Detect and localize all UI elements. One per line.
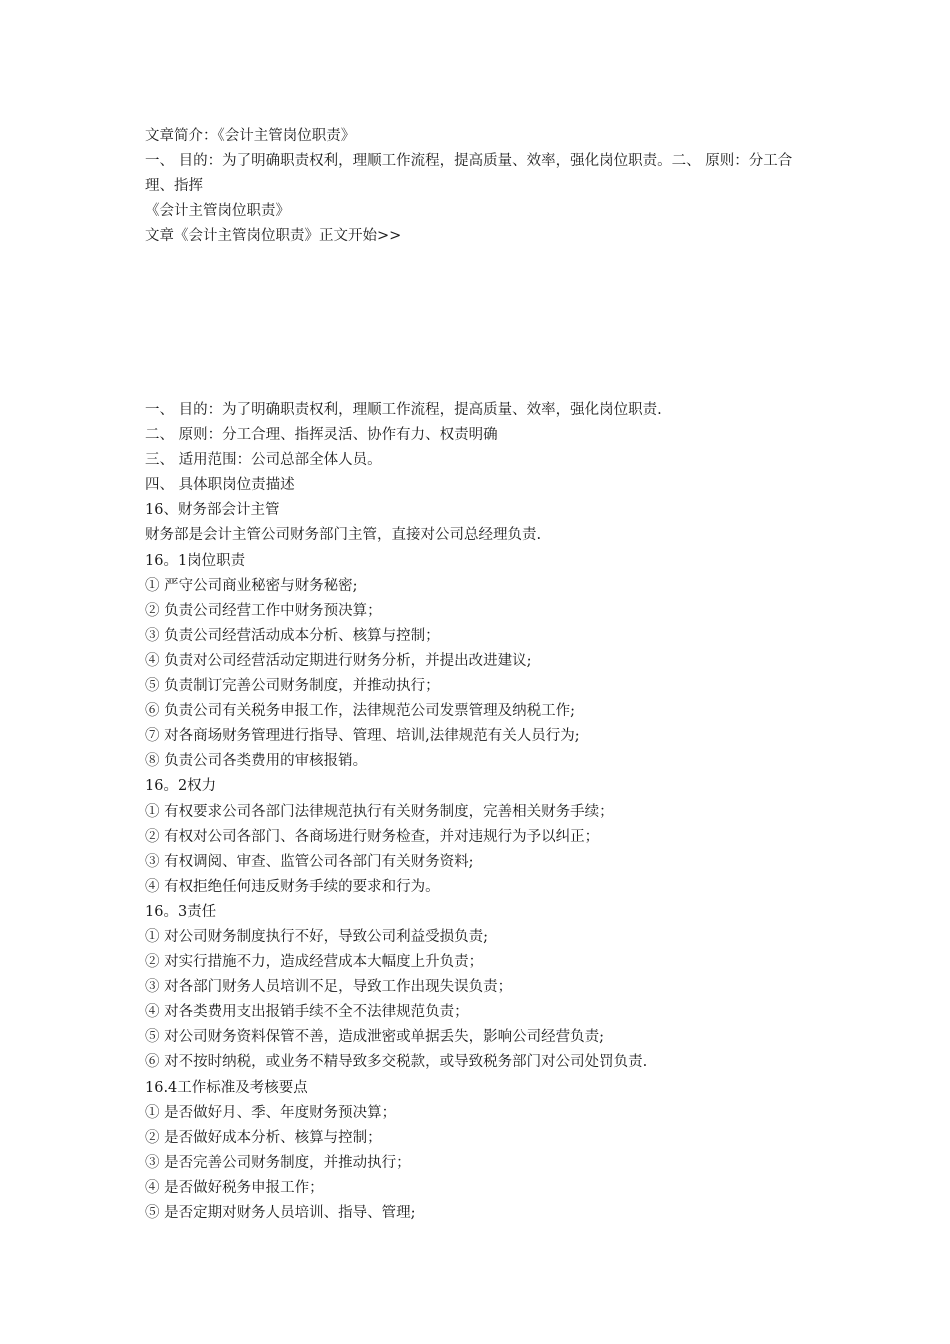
summary-heading: 文章简介：《会计主管岗位职责》 <box>145 128 356 144</box>
list-item: ④ 对各类费用支出报销手续不全不法律规范负责； <box>145 1004 469 1021</box>
article-title: 《会计主管岗位职责》 <box>145 203 290 219</box>
article-body <box>145 398 813 1226</box>
subsection-heading-authority: 16。2权力 <box>145 778 217 795</box>
list-item: ③ 对各部门财务人员培训不足，导致工作出现失误负责； <box>145 979 513 996</box>
subsection-heading-responsibility: 16。3责任 <box>145 903 217 920</box>
scope-line: 三、 适用范围：公司总部全体人员。 <box>145 452 382 469</box>
subsection-heading-duties: 16。1岗位职责 <box>145 552 246 569</box>
description-heading: 四、 具体职岗位责描述 <box>145 477 295 494</box>
list-item: ③ 负责公司经营活动成本分析、核算与控制； <box>145 627 440 644</box>
list-item: ⑥ 负责公司有关税务申报工作，法律规范公司发票管理及纳税工作; <box>145 703 575 720</box>
summary-text: 一、 目的：为了明确职责权利，理顺工作流程，提高质量、效率，强化岗位职责。二、 原则：分工合理、指挥 <box>145 153 793 194</box>
list-item: ⑥ 对不按时纳税，或业务不精导致多交税款，或导致税务部门对公司处罚负责. <box>145 1054 648 1071</box>
list-item: ① 严守公司商业秘密与财务秘密; <box>145 577 358 594</box>
article-start-line: 文章《会计主管岗位职责》正文开始>> <box>145 228 402 244</box>
list-item: ② 是否做好成本分析、核算与控制； <box>145 1129 382 1146</box>
section-heading: 16、财务部会计主管 <box>145 502 280 519</box>
list-item: ⑦ 对各商场财务管理进行指导、管理、培训,法律规范有关人员行为; <box>145 728 580 745</box>
subsection-heading-standards: 16.4工作标准及考核要点 <box>145 1079 308 1096</box>
list-item: ⑧ 负责公司各类费用的审核报销。 <box>145 753 368 770</box>
list-item: ① 对公司财务制度执行不好，导致公司利益受损负责; <box>145 928 488 945</box>
list-item: ② 对实行措施不力，造成经营成本大幅度上升负责； <box>145 954 484 971</box>
list-item: ⑤ 是否定期对财务人员培训、指导、管理; <box>145 1205 416 1221</box>
list-item: ② 负责公司经营工作中财务预决算； <box>145 602 382 619</box>
list-item: ④ 有权拒绝任何违反财务手续的要求和行为。 <box>145 878 440 895</box>
list-item: ③ 是否完善公司财务制度，并推动执行； <box>145 1154 411 1171</box>
list-item: ① 有权要求公司各部门法律规范执行有关财务制度，完善相关财务手续； <box>145 803 614 820</box>
principle-line: 二、 原则：分工合理、指挥灵活、协作有力、权责明确 <box>145 427 498 444</box>
list-item: ① 是否做好月、季、年度财务预决算； <box>145 1104 397 1121</box>
list-item: ④ 负责对公司经营活动定期进行财务分析，并提出改进建议; <box>145 652 532 669</box>
list-item: ⑤ 负责制订完善公司财务制度，并推动执行； <box>145 678 440 695</box>
purpose-line: 一、 目的：为了明确职责权利，理顺工作流程，提高质量、效率，强化岗位职责. <box>145 402 662 418</box>
body-paragraph: 财务部是会计主管公司财务部门主管，直接对公司总经理负责. <box>145 527 542 544</box>
list-item: ⑤ 对公司财务资料保管不善，造成泄密或单据丢失，影响公司经营负责; <box>145 1029 604 1046</box>
list-item: ② 有权对公司各部门、各商场进行财务检查，并对违规行为予以纠正； <box>145 828 600 845</box>
article-intro <box>145 124 813 249</box>
list-item: ④ 是否做好税务申报工作； <box>145 1179 324 1196</box>
list-item: ③ 有权调阅、审查、监管公司各部门有关财务资料; <box>145 853 474 870</box>
